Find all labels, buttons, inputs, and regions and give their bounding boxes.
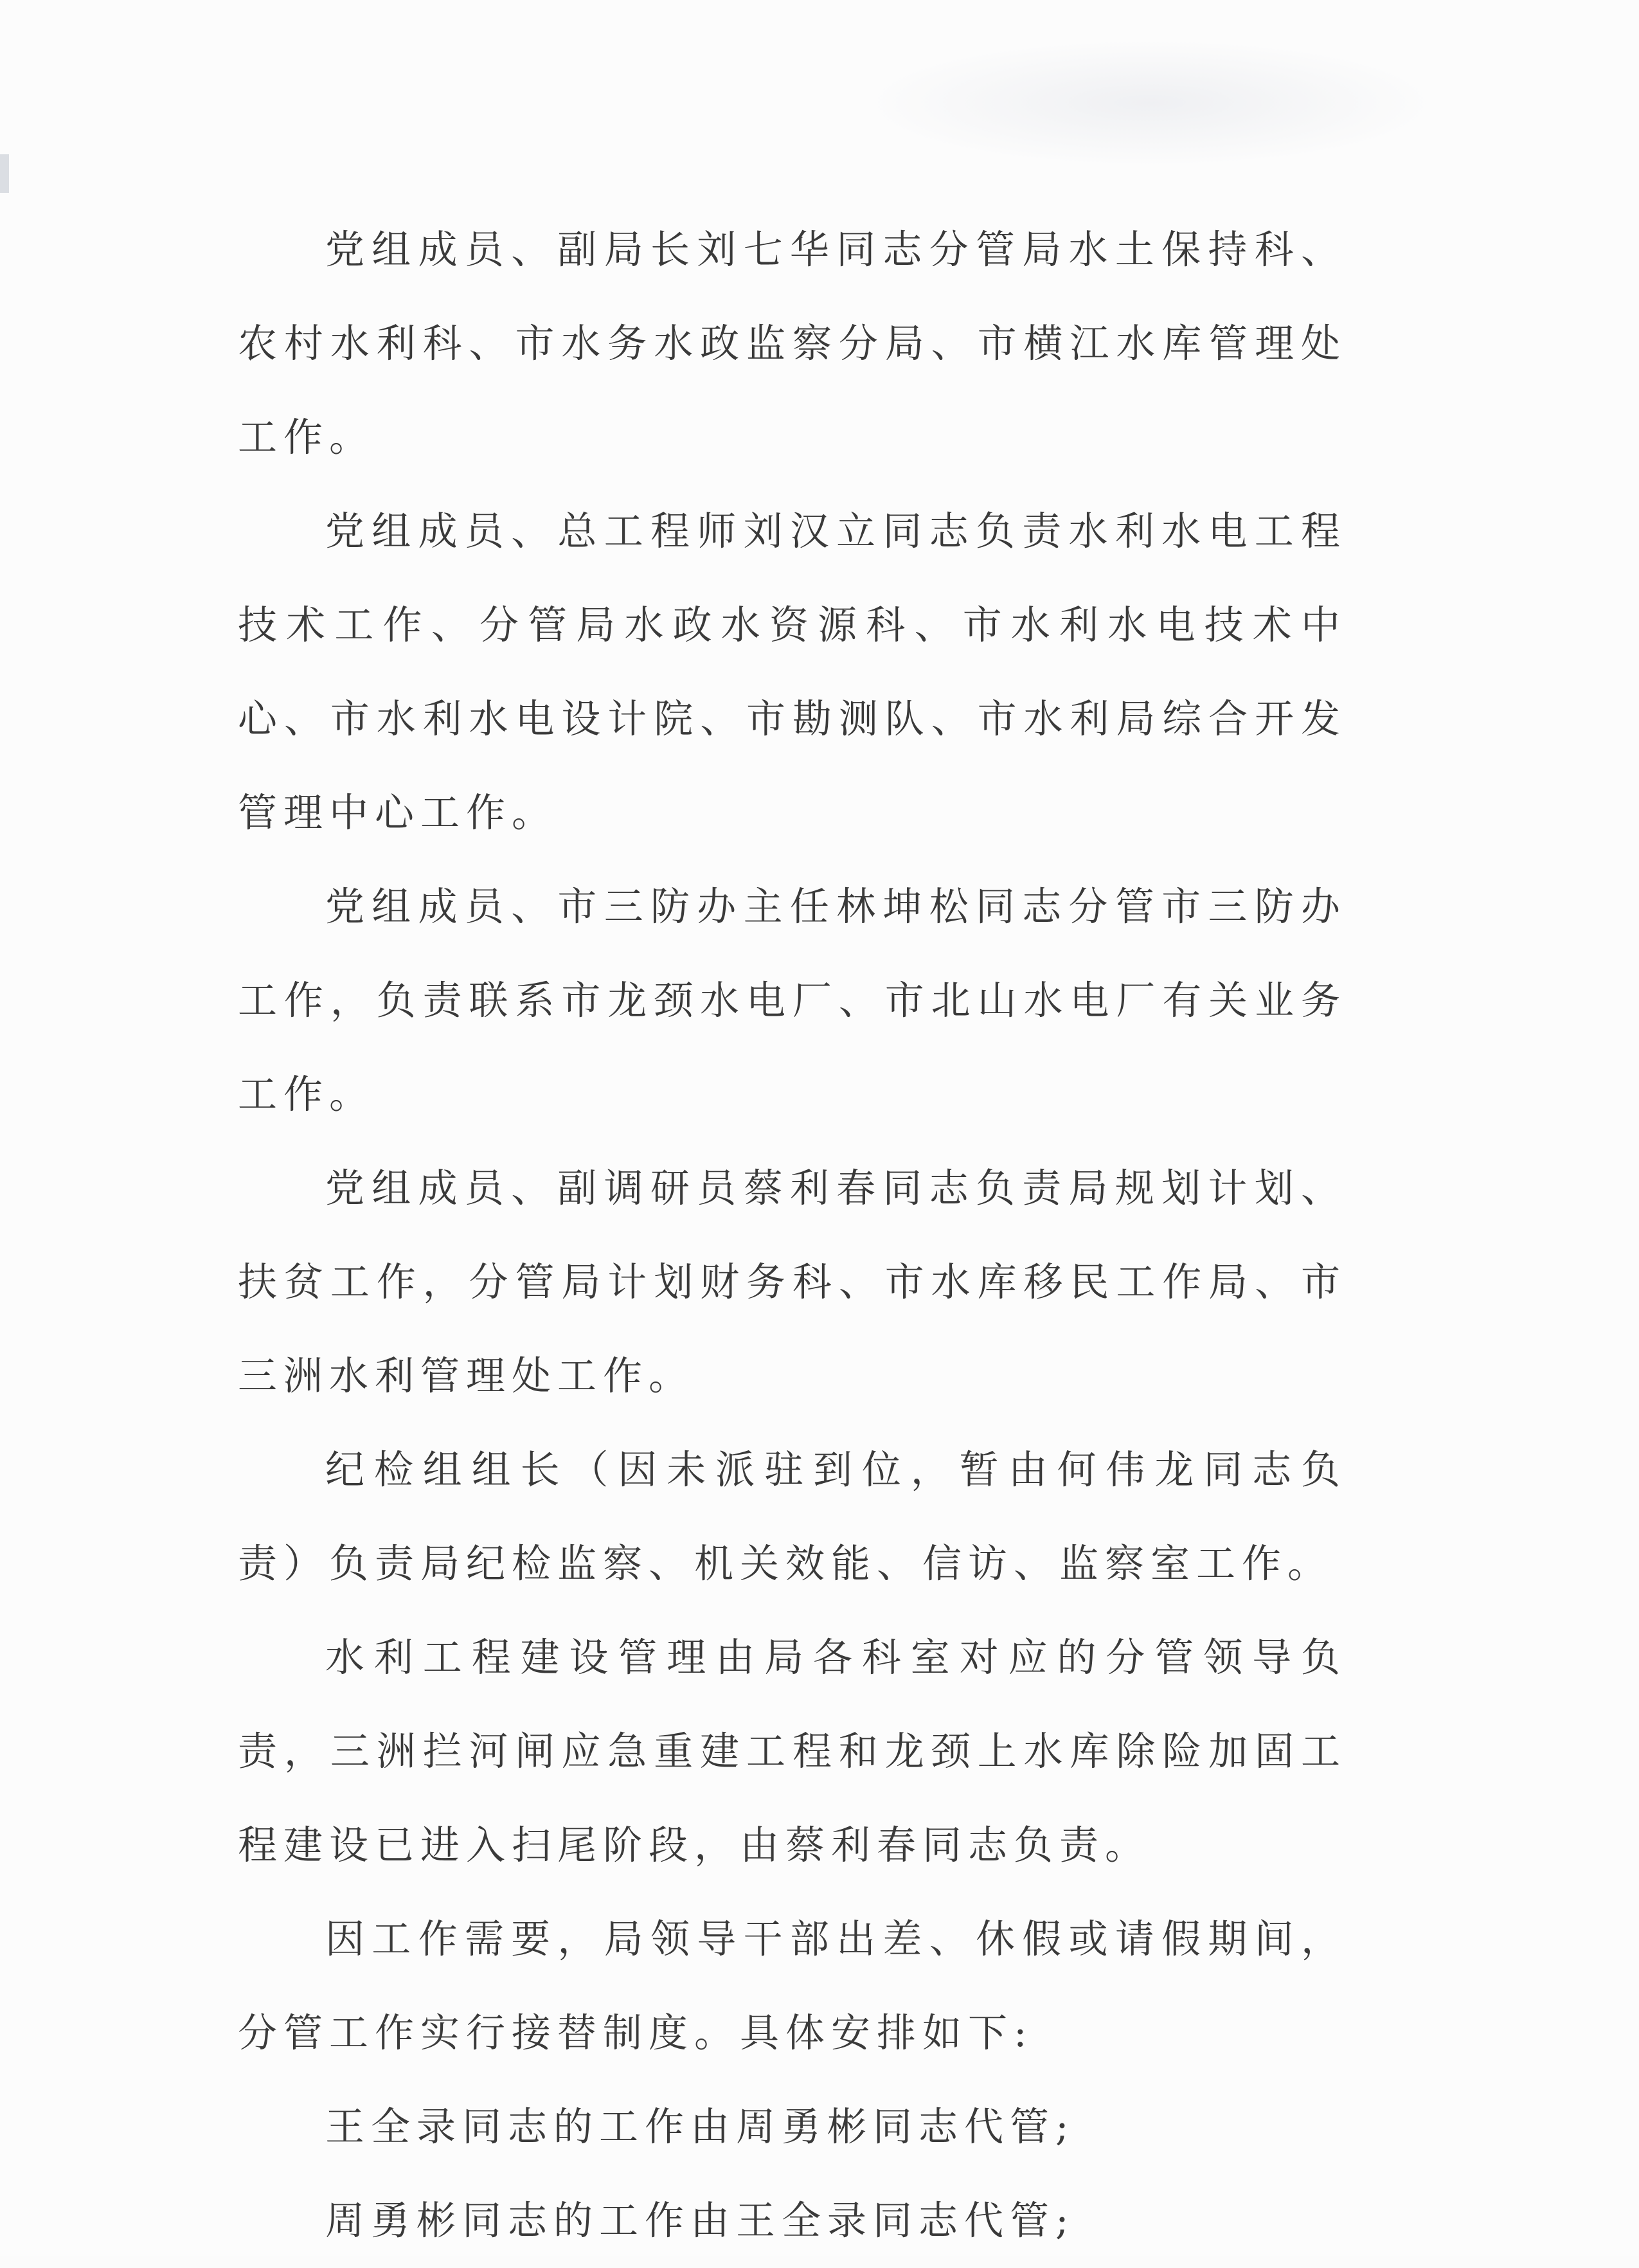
- paragraph-substitution-system: 因工作需要，局领导干部出差、休假或请假期间，分管工作实行接替制度。具体安排如下:: [238, 1916, 1347, 2056]
- paragraph-zhou-yongbin-substitute: 周勇彬同志的工作由王全录同志代管;: [325, 2198, 1075, 2244]
- document-body: [238, 203, 1347, 2268]
- paragraph-construction-management: 水利工程建设管理由局各科室对应的分管领导负责，三洲拦河闸应急重建工程和龙颈上水库除险加固工程建设已进入扫尾阶段，由蔡利春同志负责。: [238, 1635, 1347, 1868]
- paragraph-lin-kunsong: 党组成员、市三防办主任林坤松同志分管市三防办工作，负责联系市龙颈水电厂、市北山水电厂有关业务工作。: [238, 884, 1347, 1117]
- paragraph-wang-quanlu-substitute: 王全录同志的工作由周勇彬同志代管;: [325, 2104, 1075, 2150]
- paragraph-liu-qihua: 党组成员、副局长刘七华同志分管局水土保持科、农村水利科、市水务水政监察分局、市横江水库管理处工作。: [238, 227, 1347, 460]
- scan-edge-mark: [0, 154, 9, 193]
- paragraph-discipline-group: 纪检组组长（因未派驻到位，暂由何伟龙同志负责）负责局纪检监察、机关效能、信访、监察室工作。: [238, 1447, 1347, 1587]
- paragraph-cai-lichun: 党组成员、副调研员蔡利春同志负责局规划计划、扶贫工作，分管局计划财务科、市水库移民工作局、市三洲水利管理处工作。: [238, 1166, 1347, 1399]
- paragraph-liu-hanli: 党组成员、总工程师刘汉立同志负责水利水电工程技术工作、分管局水政水资源科、市水利水电技术中心、市水利水电设计院、市勘测队、市水利局综合开发管理中心工作。: [238, 509, 1347, 836]
- scan-smudge: [861, 39, 1440, 167]
